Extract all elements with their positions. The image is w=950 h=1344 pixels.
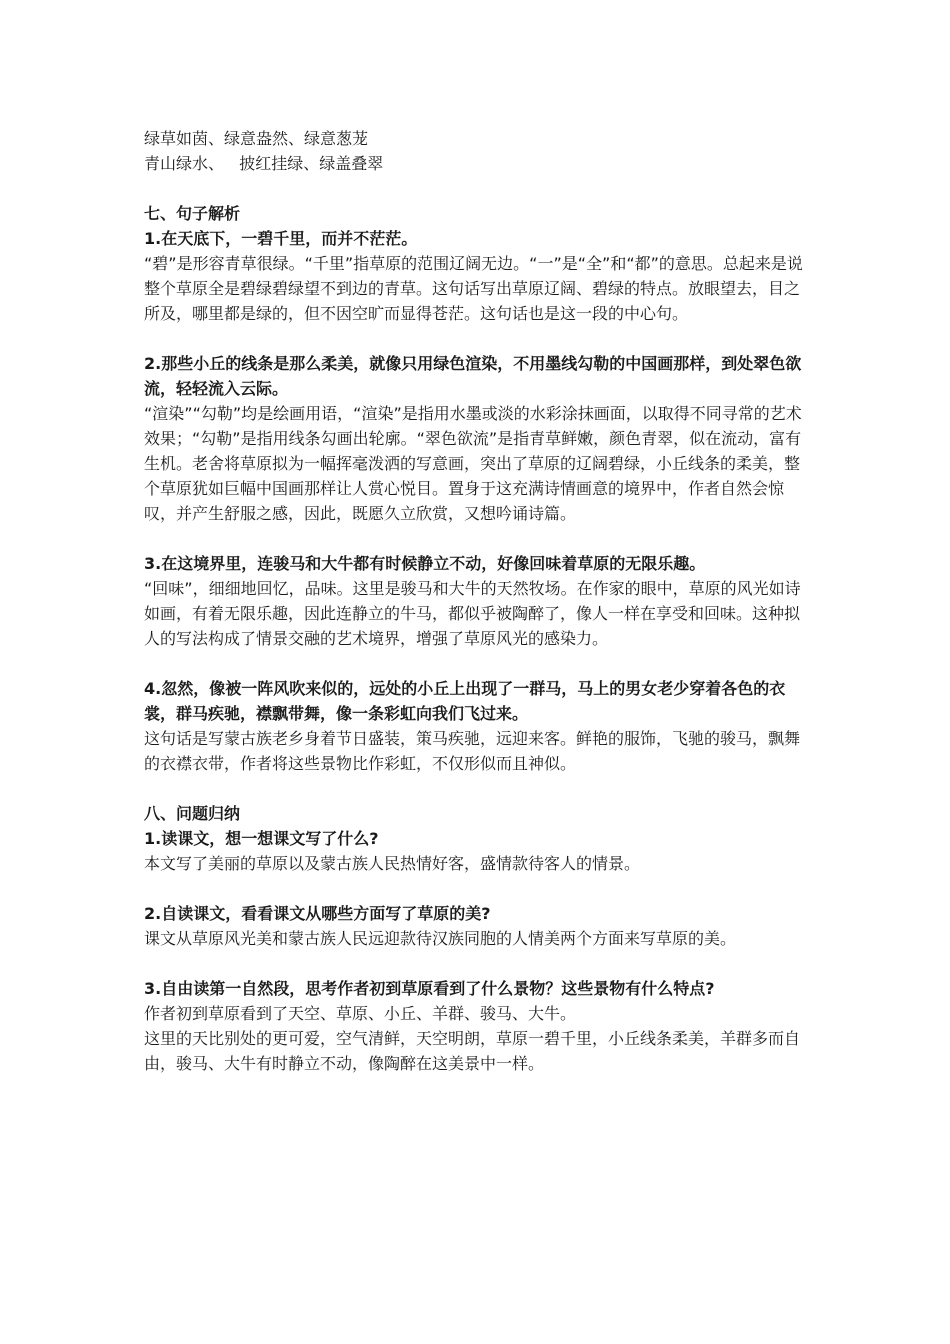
synonyms-line-1: 绿草如茵、绿意盎然、绿意葱茏 (144, 129, 369, 148)
sentence-4-question: 4.忽然，像被一阵风吹来似的，远处的小丘上出现了一群马，马上的男女老少穿着各色的衣裳，群马疾驰，襟飘带舞，像一条彩虹向我们飞过来。 (144, 679, 786, 723)
question-1: 1.读课文，想一想课文写了什么? (144, 829, 379, 848)
question-3-answer: 作者初到草原看到了天空、草原、小丘、羊群、骏马、大牛。 (144, 1004, 577, 1023)
question-2: 2.自读课文，看看课文从哪些方面写了草原的美? (144, 904, 491, 923)
question-3: 3.自由读第一自然段，思考作者初到草原看到了什么景物？这些景物有什么特点? (144, 979, 715, 998)
sentence-1-question: 1.在天底下，一碧千里，而并不茫茫。 (144, 229, 418, 248)
document-page (144, 126, 814, 1076)
synonyms-line-2: 青山绿水、 披红挂绿、绿盖叠翠 (144, 154, 384, 173)
sentence-3-question: 3.在这境界里，连骏马和大牛都有时候静立不动，好像回味着草原的无限乐趣。 (144, 554, 706, 573)
sentence-4-analysis: 这句话是写蒙古族老乡身着节日盛装，策马疾驰，远迎来客。鲜艳的服饰，飞驰的骏马，飘舞的衣襟衣带，作者将这些景物比作彩虹，不仅形似而且神似。 (144, 729, 801, 773)
question-1-answer: 本文写了美丽的草原以及蒙古族人民热情好客，盛情款待客人的情景。 (144, 854, 641, 873)
sentence-2-analysis: “渲染”“勾勒”均是绘画用语，“渲染”是指用水墨或淡的水彩涂抹画面，以取得不同寻常的艺术效果；“勾勒”是指用线条勾画出轮廓。“翠色欲流”是指青草鲜嫩，颜色青翠，似在流动，富有生机。老舍将草原拟为一幅挥毫泼洒的写意画，突出了草原的辽阔碧绿，小丘线条的柔美，整个草原犹如巨幅中国画那样让人赏心悦目。置身于这充满诗情画意的境界中，作者自然会惊叹，并产生舒服之感，因此，既愿久立欣赏，又想吟诵诗篇。 (144, 404, 802, 523)
section-7-heading: 七、句子解析 (144, 204, 241, 223)
section-8-heading: 八、问题归纳 (144, 804, 241, 823)
question-3-answer-detail: 这里的天比别处的更可爱，空气清鲜，天空明朗，草原一碧千里，小丘线条柔美，羊群多而自由，骏马、大牛有时静立不动，像陶醉在这美景中一样。 (144, 1029, 801, 1073)
sentence-3-analysis: “回味”，细细地回忆，品味。这里是骏马和大牛的天然牧场。在作家的眼中，草原的风光如诗如画，有着无限乐趣，因此连静立的牛马，都似乎被陶醉了，像人一样在享受和回味。这种拟人的写法构成了情景交融的艺术境界，增强了草原风光的感染力。 (144, 579, 801, 648)
sentence-2-question: 2.那些小丘的线条是那么柔美，就像只用绿色渲染，不用墨线勾勒的中国画那样，到处翠色欲流，轻轻流入云际。 (144, 354, 802, 398)
sentence-1-analysis: “碧”是形容青草很绿。“千里”指草原的范围辽阔无边。“一”是“全”和“都”的意思。总起来是说整个草原全是碧绿碧绿望不到边的青草。这句话写出草原辽阔、碧绿的特点。放眼望去，目之所及，哪里都是绿的，但不因空旷而显得苍茫。这句话也是这一段的中心句。 (144, 254, 803, 323)
question-2-answer: 课文从草原风光美和蒙古族人民远迎款待汉族同胞的人情美两个方面来写草原的美。 (144, 929, 737, 948)
